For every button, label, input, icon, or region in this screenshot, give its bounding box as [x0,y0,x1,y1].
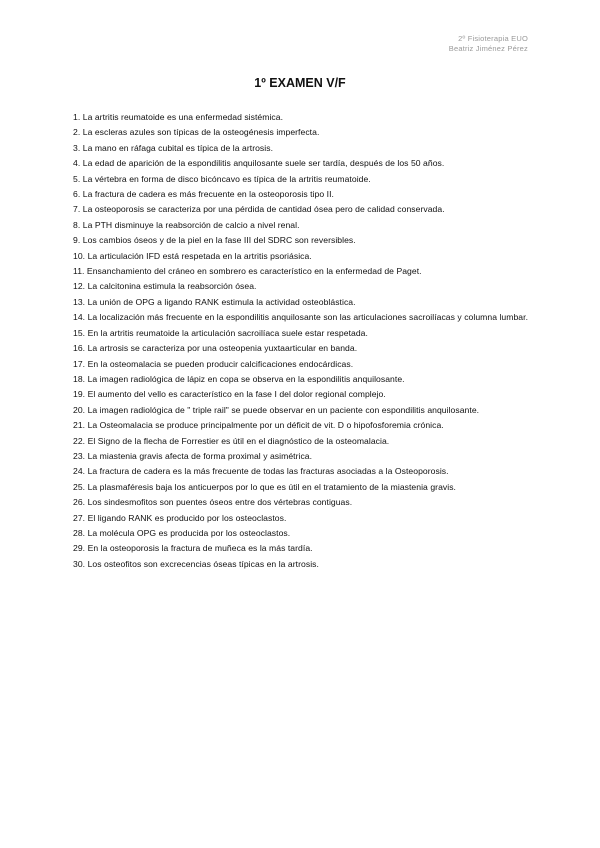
question-number: 26. [73,497,86,508]
question-text: La imagen radiológica de lápiz en copa se observa en la espondilitis anquilosante. [87,373,405,384]
question-item [73,279,535,294]
question-text: El aumento del vello es característico en la fase I del dolor regional complejo. [87,389,386,400]
question-item [73,387,535,402]
question-item [73,434,535,449]
question-text: La artrosis se caracteriza por una osteopenia yuxtaarticular en banda. [87,343,358,354]
question-number: 15. [73,327,86,338]
question-item [73,418,535,433]
question-text: Los sindesmofitos son puentes óseos entre dos vértebras contiguas. [87,497,353,508]
question-item [73,125,535,140]
question-item [73,526,535,541]
question-text: La miastenia gravis afecta de forma proximal y asimétrica. [87,450,313,461]
question-item [73,326,535,341]
question-text: La vértebra en forma de disco bicóncavo es típica de la artritis reumatoide. [82,173,371,184]
question-item [73,141,535,156]
question-text: En la artritis reumatoide la articulación sacroilíaca suele estar respetada. [87,327,368,338]
question-text: La localización más frecuente en la espondilitis anquilosante son las articulaciones sacroilíacas y columna lumbar. [87,312,529,323]
question-number: 20. [73,404,86,415]
question-text: El ligando RANK es producido por los osteoclastos. [87,512,287,523]
page-header [449,34,528,54]
question-item [73,372,535,387]
question-text: La osteoporosis se caracteriza por una pérdida de cantidad ósea pero de calidad conservada. [82,204,445,215]
question-number: 10. [73,250,86,261]
question-item [73,480,535,495]
question-number: 23. [73,450,86,461]
question-number: 3. [73,142,81,153]
question-number: 19. [73,389,86,400]
question-item [73,403,535,418]
question-item [73,511,535,526]
question-text: La unión de OPG a ligando RANK estimula la actividad osteoblástica. [87,296,356,307]
question-item [73,557,535,572]
question-item [73,110,535,125]
question-text: En la osteoporosis la fractura de muñeca es la más tardía. [87,543,313,554]
question-text: La Osteomalacia se produce principalmente por un déficit de vit. D o hipofosforemia crónica. [87,420,444,431]
question-text: La edad de aparición de la espondilitis anquilosante suele ser tardía, después de los 50 años. [82,158,445,169]
question-number: 22. [73,435,86,446]
question-text: Los cambios óseos y de la piel en la fase III del SDRC son reversibles. [82,235,356,246]
question-item [73,495,535,510]
question-text: La artritis reumatoide es una enfermedad sistémica. [82,112,284,122]
question-number: 9. [73,235,81,246]
question-text: El Signo de la flecha de Forrestier es útil en el diagnóstico de la osteomalacia. [87,435,390,446]
question-item [73,233,535,248]
question-number: 21. [73,420,86,431]
question-item [73,172,535,187]
question-number: 27. [73,512,86,523]
header-author: Beatriz Jiménez Pérez [448,44,528,53]
question-number: 30. [73,558,86,569]
question-text: La fractura de cadera es más frecuente en la osteoporosis tipo II. [82,189,334,200]
question-number: 24. [73,466,86,477]
header-course: 2º Fisioterapia EUO [458,34,528,43]
question-item [73,357,535,372]
question-text: En la osteomalacia se pueden producir calcificaciones endocárdicas. [87,358,354,369]
question-number: 4. [73,158,81,169]
question-text: Ensanchamiento del cráneo en sombrero es característico en la enfermedad de Paget. [86,266,422,277]
question-number: 14. [73,312,86,323]
question-text: La plasmaféresis baja los anticuerpos por lo que es útil en el tratamiento de la miastenia gravis. [87,481,456,492]
exam-title: 1º EXAMEN V/F [254,76,346,90]
question-text: La molécula OPG es producida por los osteoclastos. [87,527,291,538]
question-number: 6. [73,189,81,200]
question-number: 13. [73,296,86,307]
question-number: 7. [73,204,81,215]
question-number: 25. [73,481,86,492]
question-item [73,341,535,356]
question-text: Los osteofitos son excrecencias óseas típicas en la artrosis. [87,558,319,569]
question-number: 1. [73,112,81,122]
question-text: La PTH disminuye la reabsorción de calcio a nivel renal. [82,219,300,230]
question-item [73,218,535,233]
question-item [73,449,535,464]
question-text: La articulación IFD está respetada en la artritis psoriásica. [87,250,312,261]
question-text: La imagen radiológica de " triple rail" se puede observar en un paciente con espondilitis anquilosante. [87,404,480,415]
question-item [73,202,535,217]
question-text: La escleras azules son típicas de la osteogénesis imperfecta. [82,127,320,138]
question-text: La calcitonina estimula la reabsorción ósea. [87,281,257,292]
question-number: 18. [73,373,86,384]
question-number: 5. [73,173,81,184]
question-number: 12. [73,281,86,292]
question-text: La mano en ráfaga cubital es típica de la artrosis. [82,142,274,153]
question-number: 29. [73,543,86,554]
question-number: 2. [73,127,81,138]
question-item [73,295,535,310]
question-number: 11. [73,266,85,277]
question-item [73,187,535,202]
question-item [73,310,535,325]
question-list [73,110,535,572]
question-number: 16. [73,343,86,354]
question-number: 17. [73,358,86,369]
question-item [73,249,535,264]
question-item [73,541,535,556]
question-number: 28. [73,527,86,538]
question-item [73,464,535,479]
question-item [73,156,535,171]
question-number: 8. [73,219,81,230]
question-text: La fractura de cadera es la más frecuente de todas las fracturas asociadas a la Osteoporosis. [87,466,449,477]
question-item [73,264,535,279]
